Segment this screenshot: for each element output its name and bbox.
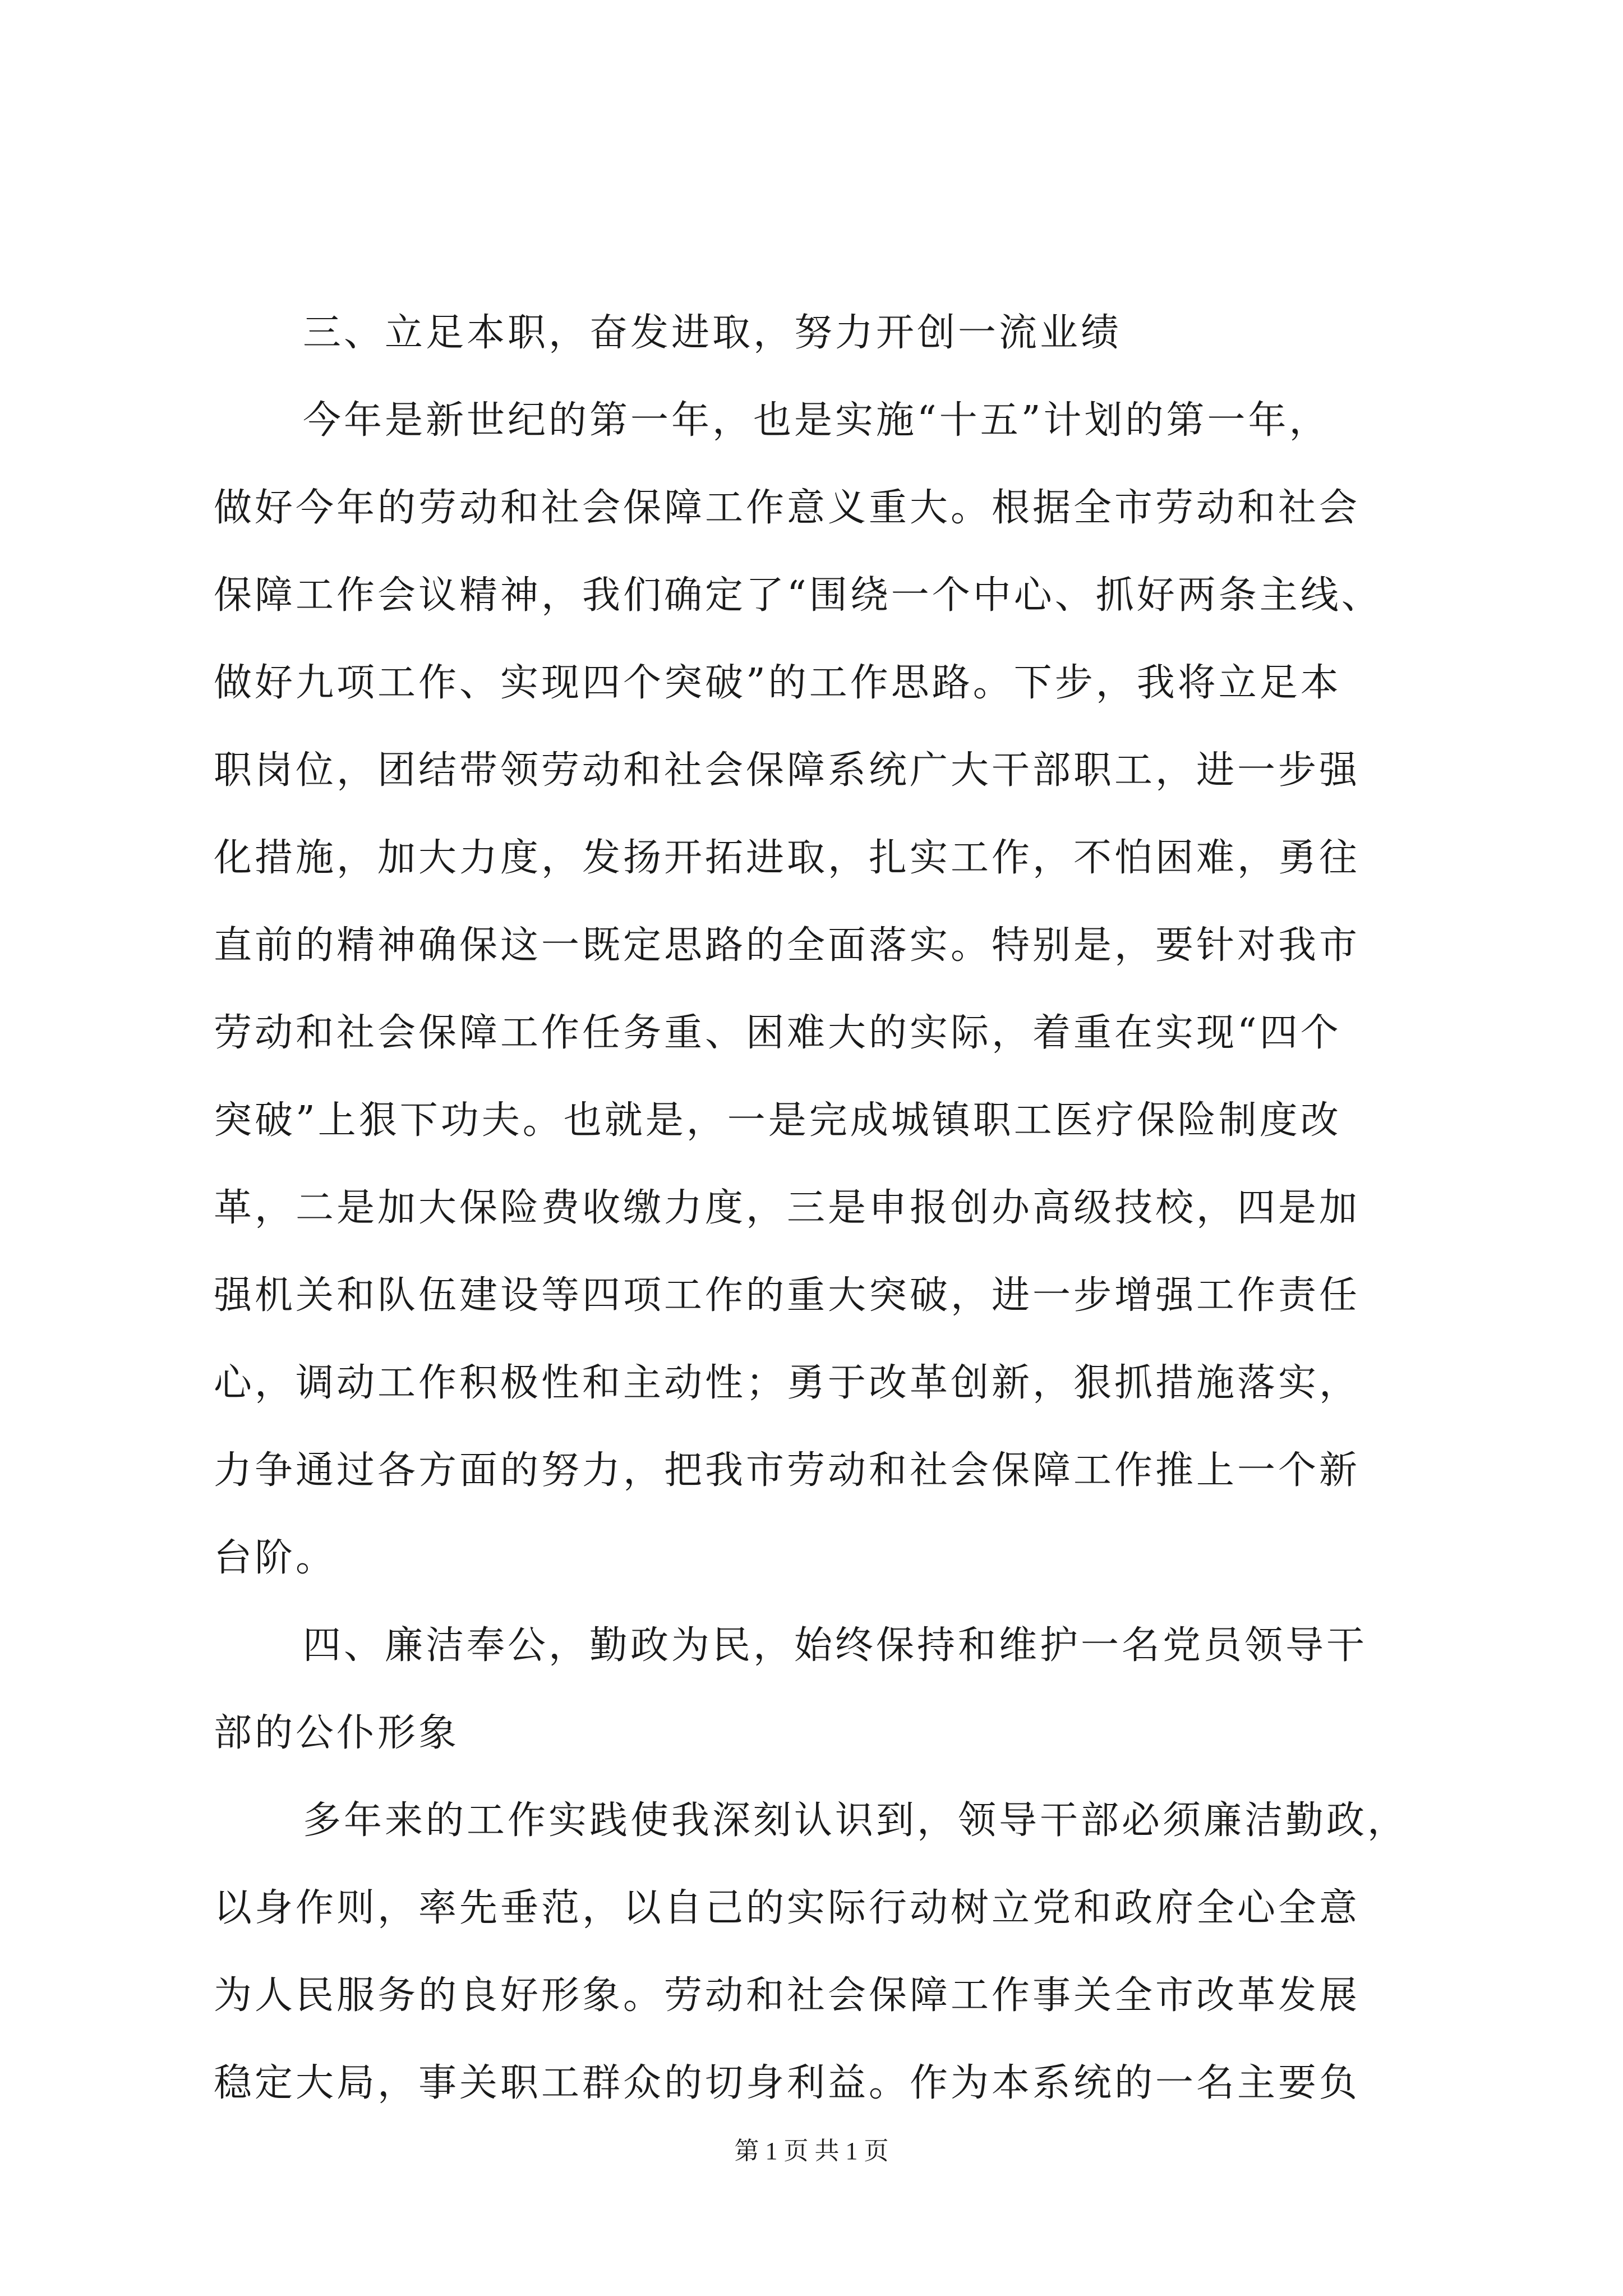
paragraph-line: 台阶。 [214,1536,337,1580]
paragraph-line: 今年是新世纪的第一年，也是实施“十五”计划的第一年， [303,398,1330,443]
paragraph-line: 做好九项工作、实现四个突破”的工作思路。下步，我将立足本 [214,661,1341,705]
paragraph-line: 以身作则，率先垂范，以自己的实际行动树立党和政府全心全意 [214,1886,1361,1930]
paragraph-line: 稳定大局，事关职工群众的切身利益。作为本系统的一名主要负 [214,2061,1361,2105]
paragraph-line: 直前的精神确保这一既定思路的全面落实。特别是，要针对我市 [214,923,1361,968]
paragraph-line: 劳动和社会保障工作任务重、困难大的实际，着重在实现“四个 [214,1011,1341,1055]
paragraph-line: 心，调动工作积极性和主动性；勇于改革创新，狠抓措施落实， [214,1361,1361,1405]
page-number-footer: 第 1 页 共 1 页 [734,2137,889,2165]
paragraph-line: 保障工作会议精神，我们确定了“围绕一个中心、抓好两条主线、 [214,573,1382,618]
paragraph-line: 职岗位，团结带领劳动和社会保障系统广大干部职工，进一步强 [214,748,1361,793]
paragraph-line: 做好今年的劳动和社会保障工作意义重大。根据全市劳动和社会 [214,486,1361,530]
paragraph-line: 为人民服务的良好形象。劳动和社会保障工作事关全市改革发展 [214,1973,1361,2018]
paragraph-line: 多年来的工作实践使我深刻认识到，领导干部必须廉洁勤政， [303,1798,1409,1843]
paragraph-line: 化措施，加大力度，发扬开拓进取，扎实工作，不怕困难，勇往 [214,836,1361,880]
paragraph-line: 突破”上狠下功夫。也就是，一是完成城镇职工医疗保险制度改 [214,1098,1341,1143]
section-heading-4: 四、廉洁奉公，勤政为民，始终保持和维护一名党员领导干 [303,1623,1368,1668]
paragraph-line: 革，二是加大保险费收缴力度，三是申报创办高级技校，四是加 [214,1186,1361,1230]
section-heading-4-continued: 部的公仆形象 [214,1711,460,1755]
section-heading-3: 三、立足本职，奋发进取，努力开创一流业绩 [303,311,1122,355]
paragraph-line: 力争通过各方面的努力，把我市劳动和社会保障工作推上一个新 [214,1448,1361,1493]
paragraph-line: 强机关和队伍建设等四项工作的重大突破，进一步增强工作责任 [214,1273,1361,1318]
